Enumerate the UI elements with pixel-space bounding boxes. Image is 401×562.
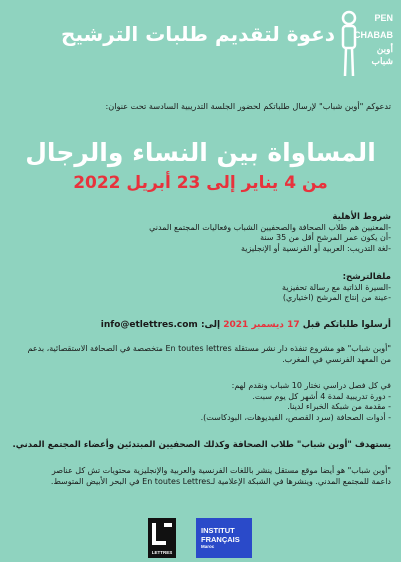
headline: دعوة لتقديم طلبات الترشيح — [61, 22, 335, 46]
footer-logos — [0, 516, 401, 562]
program-heading: في كل فصل دراسي نختار 10 شباب ونقدم لهم: — [231, 381, 391, 390]
program-item: - أدوات الصحافة (سرد القصص، الفيديوهات، البودكاست). — [200, 412, 391, 422]
eligibility-heading: شروط الأهلية — [332, 212, 391, 222]
program-item: - دورة تدريبية لمدة 4 أشهر كل يوم سبت. — [252, 391, 391, 401]
program-section — [9, 381, 391, 423]
website-section — [9, 466, 391, 487]
institut-francais-logo — [196, 518, 252, 558]
eligibility-item: -المعنيين هم طلاب الصحافة والصحفيين الشباب وفعاليات المجتمع المدني — [149, 222, 391, 232]
eligibility-item: -أن يكون عمر المرشح أقل من 35 سنة — [260, 233, 391, 243]
logo-text-chabab: CHABAB — [354, 30, 393, 40]
apply-email-link[interactable]: info@etlettres.com — [100, 320, 198, 330]
apply-prefix: أرسلوا طلباتكم قبل — [302, 320, 391, 330]
eligibility-item: -لغة التدريب: العربية أو الفرنسية أو الإنجليزية — [240, 243, 391, 253]
eligibility-section — [9, 212, 391, 254]
session-dates: من 4 يناير إلى 23 أبريل 2022 — [73, 173, 328, 193]
application-file-item: -السيرة الذاتية مع رسالة تحفيزية — [282, 282, 391, 292]
about-line: من المعهد الفرنسي في المغرب. — [282, 354, 391, 364]
application-file-heading: ملفالترشح: — [342, 272, 391, 282]
about-line: "أوبن شباب" هو مشروع تنفذه دار نشر مستقلة En toutes lettres متخصصة في الصحافة الاستقصائية، بدعم — [27, 344, 391, 353]
apply-to: إلى: — [200, 320, 221, 330]
website-line: داعمة للمجتمع المدني. وينشرها في الشبكة الإعلامية لـEn toutes Lettres في البحر الأبيض المتوسط. — [50, 476, 391, 486]
institut-line2: FRANÇAIS — [201, 535, 240, 544]
logo-text-ar1: أوبن — [376, 44, 393, 54]
about-section — [9, 344, 391, 365]
intro-text: تدعوكم "أوبن شباب" لإرسال طلباتكم لحضور الجلسة التدريبية السادسة تحت عنوان: — [105, 101, 391, 111]
en-toutes-lettres-logo — [148, 518, 176, 558]
target-text: يستهدف "أوبن شباب" طلاب الصحافة وكذلك الصحفيين المبتدئين وأعضاء المجتمع المدني. — [12, 440, 391, 450]
program-item: - مقدمة من شبكة الخبراء لدينا. — [287, 402, 391, 412]
institut-line1: INSTITUT — [201, 526, 235, 535]
apply-deadline: 17 ديسمبر 2021 — [223, 320, 300, 330]
application-file-section — [9, 272, 391, 304]
logo-text-pen: PEN — [374, 13, 393, 23]
institut-line3: Maroc — [201, 544, 215, 549]
lettres-logo-text: LETTRES — [151, 550, 173, 555]
logo-text-ar2: شباب — [371, 56, 393, 66]
application-file-item: -عينة من إنتاج المرشح (اختياري) — [282, 293, 391, 303]
apply-line — [9, 320, 391, 330]
session-title: المساواة بين النساء والرجال — [25, 138, 376, 167]
website-line: "أوبن شباب" هو أيضا موقع مستقل ينشر باللغات الفرنسية والعربية والإنجليزية محتويات تش كل عناصر — [51, 466, 391, 475]
target-section — [9, 440, 391, 451]
header — [0, 0, 401, 90]
